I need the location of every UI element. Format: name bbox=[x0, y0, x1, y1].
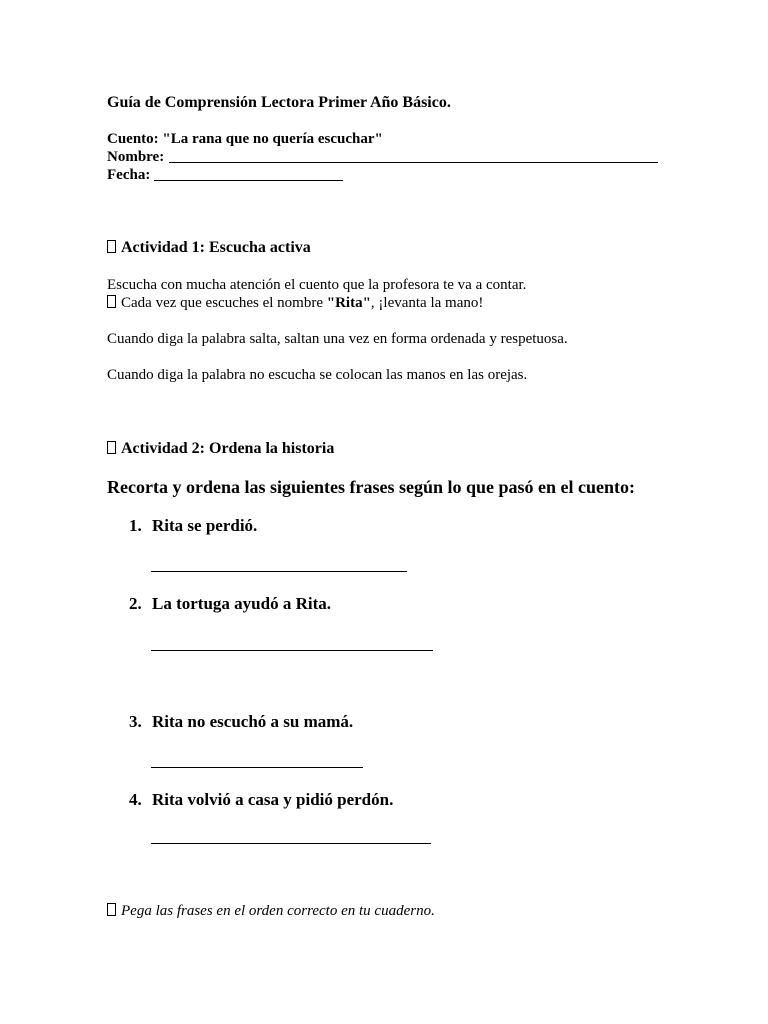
activity2-heading: Actividad 2: Ordena la historia bbox=[107, 439, 334, 458]
activity1-instruction: Cada vez que escuches el nombre "Rita", ¡levanta la mano! bbox=[107, 294, 483, 312]
footer-note: Pega las frases en el orden correcto en tu cuaderno. bbox=[107, 902, 435, 920]
list-item: Rita se perdió. bbox=[152, 516, 258, 535]
list-item: Rita no escuchó a su mamá. bbox=[152, 712, 354, 731]
missing-glyph-icon bbox=[107, 441, 116, 454]
list-item: La tortuga ayudó a Rita. bbox=[152, 594, 331, 613]
answer-blank-line[interactable] bbox=[151, 650, 433, 651]
activity1-intro: Escucha con mucha atención el cuento que la profesora te va a contar. bbox=[107, 277, 527, 293]
rule-jump: Cuando diga la palabra salta, saltan una vez en forma ordenada y respetuosa. bbox=[107, 331, 568, 347]
story-title: "La rana que no quería escuchar" bbox=[162, 131, 383, 147]
list-item: Rita volvió a casa y pidió perdón. bbox=[152, 790, 394, 809]
name-blank-line[interactable] bbox=[169, 162, 658, 163]
answer-blank-line[interactable] bbox=[151, 767, 363, 768]
activity2-instruction: Recorta y ordena las siguientes frases según lo que pasó en el cuento: bbox=[107, 477, 635, 497]
missing-glyph-icon bbox=[107, 295, 116, 308]
activity1-heading: Actividad 1: Escucha activa bbox=[107, 238, 311, 257]
missing-glyph-icon bbox=[107, 903, 116, 916]
story-line bbox=[107, 130, 383, 148]
missing-glyph-icon bbox=[107, 240, 116, 253]
list-item-number: 1. bbox=[129, 516, 142, 535]
answer-blank-line[interactable] bbox=[151, 843, 431, 844]
name-label: Nombre: bbox=[107, 149, 165, 165]
date-blank-line[interactable] bbox=[154, 180, 343, 181]
list-item-number: 3. bbox=[129, 712, 142, 731]
list-item-number: 4. bbox=[129, 790, 142, 809]
highlighted-name: "Rita" bbox=[326, 295, 371, 311]
rule-listen: Cuando diga la palabra no escucha se colocan las manos en las orejas. bbox=[107, 367, 528, 383]
story-label: Cuento: bbox=[107, 131, 159, 147]
list-item-number: 2. bbox=[129, 594, 142, 613]
date-label: Fecha: bbox=[107, 167, 151, 183]
page-title: Guía de Comprensión Lectora Primer Año Básico. bbox=[107, 94, 451, 111]
answer-blank-line[interactable] bbox=[151, 571, 407, 572]
